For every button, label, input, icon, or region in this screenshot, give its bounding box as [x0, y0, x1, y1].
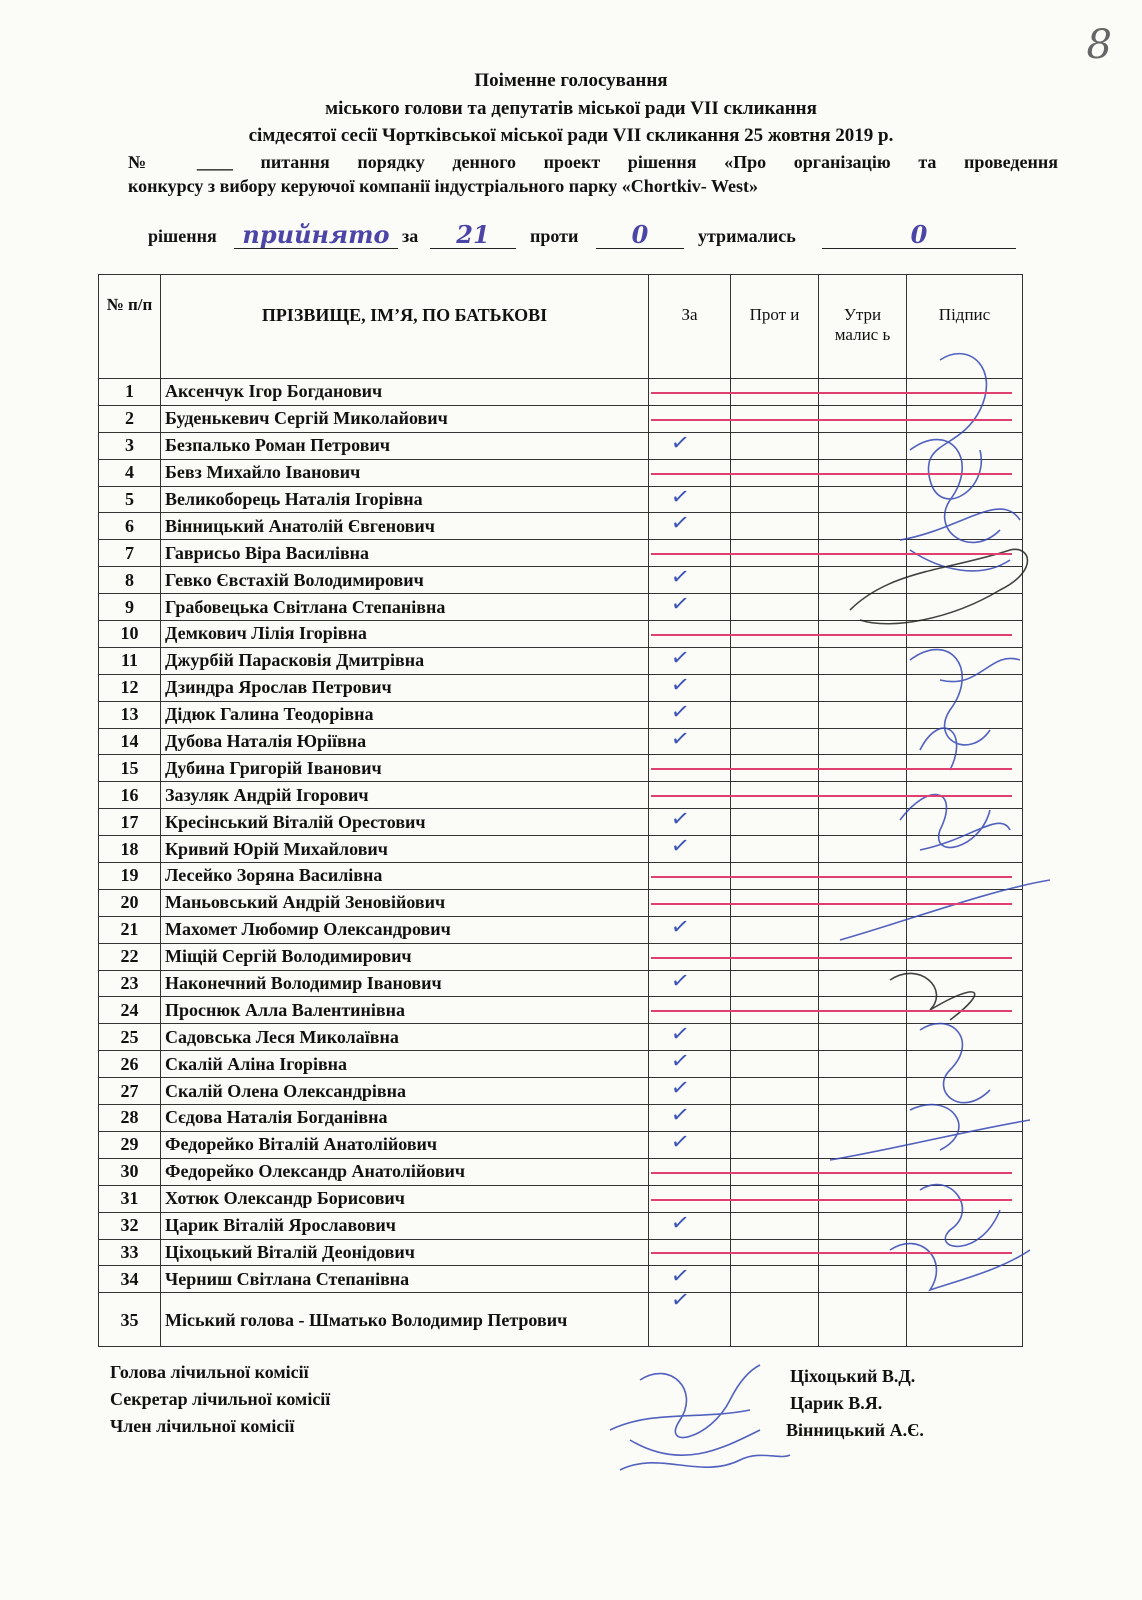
secretary-name: Царик В.Я. [790, 1393, 883, 1413]
signature-cell [907, 647, 1023, 674]
deputy-name: Міський голова - Шматько Володимир Петрович [161, 1293, 649, 1347]
against-label: проти [530, 226, 579, 246]
deputy-name: Вінницький Анатолій Євгенович [161, 513, 649, 540]
checkmark-icon: ✓ [669, 1021, 692, 1049]
table-row [99, 1024, 1023, 1051]
table-row [99, 513, 1023, 540]
vote-abstain-cell [819, 809, 907, 836]
vote-abstain-cell [819, 1266, 907, 1293]
deputy-name: Буденькевич Сергій Миколайович [161, 405, 649, 432]
table-row [99, 674, 1023, 701]
row-number: 14 [99, 728, 161, 755]
signature-cell [907, 1024, 1023, 1051]
signature-cell [907, 970, 1023, 997]
row-number: 35 [99, 1293, 161, 1347]
row-number: 32 [99, 1212, 161, 1239]
absent-strike-line [651, 876, 1013, 878]
vote-abstain-cell [819, 1105, 907, 1132]
vote-against-cell [731, 1293, 819, 1347]
signature-cell [907, 567, 1023, 594]
row-number: 33 [99, 1239, 161, 1266]
table-row [99, 970, 1023, 997]
row-number: 5 [99, 486, 161, 513]
vote-for-cell [649, 429, 731, 459]
checkmark-icon: ✓ [669, 510, 692, 538]
row-number: 23 [99, 970, 161, 997]
checkmark-icon: ✓ [669, 913, 692, 941]
checkmark-icon: ✓ [669, 1074, 692, 1103]
vote-abstain-cell [819, 970, 907, 997]
deputy-name: Кресінський Віталій Орестович [161, 809, 649, 836]
checkmark-icon: ✓ [669, 1287, 692, 1315]
deputy-name: Махомет Любомир Олександрович [161, 916, 649, 943]
chair-name: Ціхоцький В.Д. [790, 1366, 916, 1386]
deputy-name: Садовська Леся Миколаївна [161, 1024, 649, 1051]
checkmark-icon: ✓ [669, 725, 692, 753]
row-number: 16 [99, 782, 161, 809]
member-label: Член лічильної комісії [110, 1416, 295, 1436]
row-number: 27 [99, 1078, 161, 1105]
absent-strike-line [651, 553, 1013, 555]
vote-against-cell [731, 1131, 819, 1158]
commission-signature-chair [640, 1365, 760, 1437]
signature-cell [907, 1293, 1023, 1347]
vote-against-cell [731, 970, 819, 997]
absent-strike-line [651, 1172, 1013, 1174]
deputy-name: Гаврисьо Віра Василівна [161, 540, 649, 567]
col-header-against: Прот и [731, 275, 819, 379]
vote-for-cell [649, 671, 731, 701]
vote-against-cell [731, 728, 819, 755]
vote-abstain-cell [819, 1212, 907, 1239]
doc-title: Поіменне голосування [474, 70, 668, 91]
checkmark-icon: ✓ [669, 429, 692, 457]
deputy-name: Зазуляк Андрій Ігорович [161, 782, 649, 809]
checkmark-icon: ✓ [669, 644, 692, 673]
vote-against-cell [731, 674, 819, 701]
chair-label: Голова лічильної комісії [110, 1362, 309, 1382]
for-label: за [402, 226, 419, 246]
vote-against-cell [731, 916, 819, 943]
deputy-name: Аксенчук Ігор Богданович [161, 379, 649, 406]
absent-strike-line [651, 419, 1013, 421]
signature-cell [907, 809, 1023, 836]
vote-for-cell [649, 913, 731, 943]
commission-signature-member [620, 1455, 790, 1470]
question-line-2: конкурсу з вибору керуючої компанії індустріального парку «Chortkiv- West» [128, 176, 758, 196]
deputy-name: Великоборець Наталія Ігорівна [161, 486, 649, 513]
vote-against-cell [731, 1051, 819, 1078]
deputy-name: Джурбій Парасковія Дмитрівна [161, 647, 649, 674]
deputy-name: Лесейко Зоряна Василівна [161, 863, 649, 890]
table-row [99, 836, 1023, 863]
signature-cell [907, 1266, 1023, 1293]
absent-strike-line [651, 768, 1013, 770]
vote-for-cell [649, 1074, 731, 1105]
vote-abstain-cell [819, 674, 907, 701]
vote-for-cell [649, 564, 731, 594]
vote-against-cell [731, 1212, 819, 1239]
table-row [99, 916, 1023, 943]
deputy-name: Дубова Наталія Юріївна [161, 728, 649, 755]
vote-for-cell [649, 967, 731, 997]
table-row [99, 647, 1023, 674]
absent-strike-line [651, 392, 1013, 394]
checkmark-icon: ✓ [669, 1209, 692, 1237]
row-number: 21 [99, 916, 161, 943]
signature-cell [907, 1051, 1023, 1078]
member-name: Вінницький А.Є. [786, 1420, 924, 1440]
signature-cell [907, 916, 1023, 943]
row-number: 20 [99, 889, 161, 916]
vote-abstain-cell [819, 1051, 907, 1078]
checkmark-icon: ✓ [669, 967, 692, 995]
table-row [99, 486, 1023, 513]
row-number: 4 [99, 459, 161, 486]
signature-cell [907, 1131, 1023, 1158]
session-line: сімдесятої сесії Чортківської міської ради VII скликання 25 жовтня 2019 р. [248, 125, 894, 146]
vote-abstain-cell [819, 728, 907, 755]
decision-label: рішення [148, 226, 217, 246]
row-number: 25 [99, 1024, 161, 1051]
vote-abstain-cell [819, 513, 907, 540]
deputy-name: Дідюк Галина Теодорівна [161, 701, 649, 728]
vote-for-cell [649, 1021, 731, 1051]
vote-against-cell [731, 1078, 819, 1105]
deputy-name: Скалій Аліна Ігорівна [161, 1051, 649, 1078]
vote-abstain-cell [819, 486, 907, 513]
row-number: 10 [99, 621, 161, 648]
row-number: 8 [99, 567, 161, 594]
row-number: 18 [99, 836, 161, 863]
checkmark-icon: ✓ [669, 483, 692, 511]
deputy-name: Скалій Олена Олександрівна [161, 1078, 649, 1105]
checkmark-icon: ✓ [669, 806, 692, 834]
row-number: 30 [99, 1158, 161, 1185]
vote-against-cell [731, 1266, 819, 1293]
vote-against-cell [731, 486, 819, 513]
col-header-name: ПРІЗВИЩЕ, ІМ’Я, ПО БАТЬКОВІ [161, 275, 649, 379]
vote-against-cell [731, 836, 819, 863]
deputy-name: Сєдова Наталія Богданівна [161, 1105, 649, 1132]
deputy-name: Черниш Світлана Степанівна [161, 1266, 649, 1293]
signature-cell [907, 594, 1023, 621]
table-row [99, 1293, 1023, 1347]
vote-for-cell [649, 590, 731, 621]
deputy-name: Грабовецька Світлана Степанівна [161, 594, 649, 621]
row-number: 28 [99, 1105, 161, 1132]
checkmark-icon: ✓ [669, 1101, 692, 1130]
absent-strike-line [651, 957, 1013, 959]
deputy-name: Дубина Григорій Іванович [161, 755, 649, 782]
signature-cell [907, 701, 1023, 728]
vote-for-cell [649, 1209, 731, 1239]
absent-strike-line [651, 903, 1013, 905]
vote-against-cell [731, 701, 819, 728]
signature-cell [907, 1105, 1023, 1132]
voting-table [98, 274, 1023, 1347]
doc-subtitle: міського голови та депутатів міської ради VII скликання [325, 98, 817, 119]
decision-value: прийнято [234, 226, 398, 249]
row-number: 22 [99, 943, 161, 970]
deputy-name: Маньовський Андрій Зеновійович [161, 889, 649, 916]
deputy-name: Дзиндра Ярослав Петрович [161, 674, 649, 701]
col-header-signature: Підпис [907, 275, 1023, 379]
row-number: 9 [99, 594, 161, 621]
vote-abstain-cell [819, 432, 907, 459]
row-number: 15 [99, 755, 161, 782]
vote-for-cell [649, 1287, 731, 1347]
absent-strike-line [651, 473, 1013, 475]
vote-abstain-cell [819, 647, 907, 674]
row-number: 13 [99, 701, 161, 728]
row-number: 3 [99, 432, 161, 459]
vote-abstain-cell [819, 594, 907, 621]
vote-abstain-cell [819, 836, 907, 863]
signature-cell [907, 486, 1023, 513]
vote-for-cell [649, 1048, 731, 1078]
vote-against-cell [731, 432, 819, 459]
question-line-1: № ____ питання порядку денного проект рішення «Про організацію та проведення [128, 152, 1058, 172]
checkmark-icon: ✓ [669, 1263, 692, 1291]
checkmark-icon: ✓ [669, 698, 692, 726]
page-number: 8 [1086, 22, 1112, 68]
signature-cell [907, 1212, 1023, 1239]
col-header-for: За [649, 275, 731, 379]
row-number: 34 [99, 1266, 161, 1293]
absent-strike-line [651, 795, 1013, 797]
deputy-name: Проснюк Алла Валентинівна [161, 997, 649, 1024]
deputy-name: Царик Віталій Ярославович [161, 1212, 649, 1239]
deputy-name: Ціхоцький Віталій Деонідович [161, 1239, 649, 1266]
vote-abstain-cell [819, 1024, 907, 1051]
absent-strike-line [651, 1252, 1013, 1254]
vote-against-cell [731, 647, 819, 674]
signature-cell [907, 728, 1023, 755]
row-number: 24 [99, 997, 161, 1024]
vote-for-cell [649, 1128, 731, 1158]
table-row [99, 1212, 1023, 1239]
vote-for-cell [649, 806, 731, 836]
vote-for-cell [649, 1101, 731, 1132]
vote-abstain-cell [819, 1078, 907, 1105]
table-row [99, 1078, 1023, 1105]
secretary-label: Секретар лічильної комісії [110, 1389, 331, 1409]
deputy-name: Міщій Сергій Володимирович [161, 943, 649, 970]
row-number: 29 [99, 1131, 161, 1158]
signature-cell [907, 513, 1023, 540]
table-row [99, 728, 1023, 755]
row-number: 26 [99, 1051, 161, 1078]
vote-for-cell [649, 483, 731, 513]
table-row [99, 1131, 1023, 1158]
checkmark-icon: ✓ [669, 832, 692, 861]
deputy-name: Гевко Євстахій Володимирович [161, 567, 649, 594]
table-row [99, 1105, 1023, 1132]
absent-strike-line [651, 1199, 1013, 1201]
row-number: 19 [99, 863, 161, 890]
table-row [99, 432, 1023, 459]
checkmark-icon: ✓ [669, 1048, 692, 1076]
against-value: 0 [596, 226, 684, 249]
for-value: 21 [430, 226, 516, 249]
table-row [99, 1051, 1023, 1078]
row-number: 17 [99, 809, 161, 836]
row-number: 2 [99, 405, 161, 432]
signature-cell [907, 674, 1023, 701]
deputy-name: Кривий Юрій Михайлович [161, 836, 649, 863]
decision-summary [148, 218, 1038, 252]
row-number: 31 [99, 1185, 161, 1212]
vote-abstain-cell [819, 1131, 907, 1158]
row-number: 6 [99, 513, 161, 540]
deputy-name: Федорейко Олександр Анатолійович [161, 1158, 649, 1185]
abstain-value: 0 [822, 226, 1016, 249]
table-row [99, 1266, 1023, 1293]
signature-cell [907, 836, 1023, 863]
row-number: 11 [99, 647, 161, 674]
vote-against-cell [731, 809, 819, 836]
vote-abstain-cell [819, 567, 907, 594]
checkmark-icon: ✓ [669, 590, 692, 619]
deputy-name: Безпалько Роман Петрович [161, 432, 649, 459]
table-row [99, 567, 1023, 594]
vote-against-cell [731, 1105, 819, 1132]
vote-against-cell [731, 594, 819, 621]
vote-against-cell [731, 567, 819, 594]
vote-against-cell [731, 513, 819, 540]
col-header-abstain: Утри малис ь [819, 275, 907, 379]
row-number: 1 [99, 379, 161, 406]
vote-for-cell [649, 510, 731, 540]
signature-cell [907, 1078, 1023, 1105]
table-row [99, 701, 1023, 728]
vote-abstain-cell [819, 701, 907, 728]
checkmark-icon: ✓ [669, 1128, 692, 1157]
vote-abstain-cell [819, 1293, 907, 1347]
commission-signature-secretary [610, 1410, 760, 1455]
vote-for-cell [649, 725, 731, 755]
vote-for-cell [649, 832, 731, 863]
vote-against-cell [731, 1024, 819, 1051]
vote-for-cell [649, 698, 731, 728]
vote-for-cell [649, 644, 731, 674]
table-row [99, 809, 1023, 836]
vote-abstain-cell [819, 916, 907, 943]
row-number: 7 [99, 540, 161, 567]
col-header-num: № п/п [99, 275, 161, 379]
absent-strike-line [651, 1010, 1013, 1012]
abstain-label: утримались [698, 226, 796, 246]
deputy-name: Хотюк Олександр Борисович [161, 1185, 649, 1212]
checkmark-icon: ✓ [669, 564, 692, 592]
deputy-name: Демкович Лілія Ігорівна [161, 621, 649, 648]
absent-strike-line [651, 634, 1013, 636]
commission-signatures [600, 1360, 800, 1500]
deputy-name: Бевз Михайло Іванович [161, 459, 649, 486]
checkmark-icon: ✓ [669, 671, 692, 699]
signature-cell [907, 432, 1023, 459]
deputy-name: Федорейко Віталій Анатолійович [161, 1131, 649, 1158]
row-number: 12 [99, 674, 161, 701]
table-row [99, 594, 1023, 621]
deputy-name: Наконечний Володимир Іванович [161, 970, 649, 997]
